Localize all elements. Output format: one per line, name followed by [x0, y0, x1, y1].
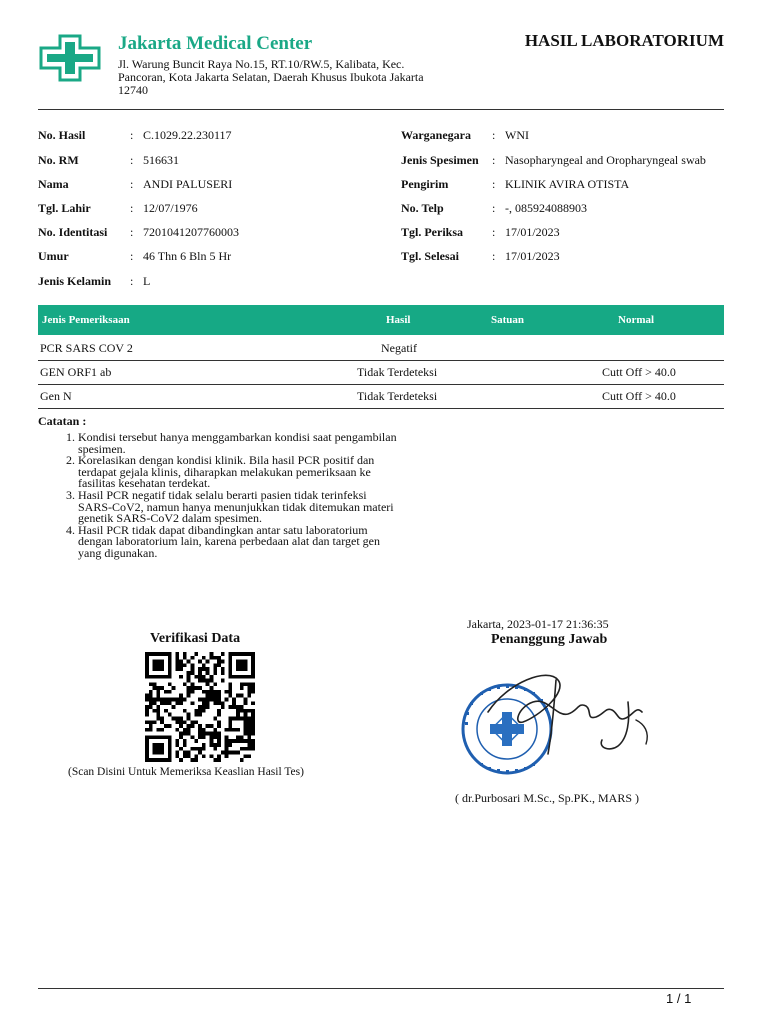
test-result: Tidak Terdeteksi [357, 389, 438, 403]
info-label: Tgl. Periksa [401, 225, 463, 239]
clinic-address: Jl. Warung Buncit Raya No.15, RT.10/RW.5, Kalibata, Kec. Pancoran, Kota Jakarta Selatan, Daerah Khusus Ibukota Jakarta 12740 [118, 57, 424, 97]
test-name: GEN ORF1 ab [40, 365, 112, 379]
table-row [38, 384, 724, 409]
info-colon: : [130, 177, 134, 191]
info-colon: : [492, 249, 496, 263]
info-colon: : [492, 225, 496, 239]
header-divider [38, 109, 724, 110]
info-value: KLINIK AVIRA OTISTA [505, 177, 630, 191]
test-result: Tidak Terdeteksi [357, 365, 438, 379]
info-value: C.1029.22.230117 [143, 128, 232, 142]
qr-code-icon[interactable] [142, 652, 258, 762]
column-header-normal: Normal [618, 314, 655, 326]
doctor-name: ( dr.Purbosari M.Sc., Sp.PK., MARS ) [455, 791, 640, 805]
column-header-unit: Satuan [491, 314, 525, 326]
info-value: L [143, 274, 151, 288]
info-value: 7201041207760003 [143, 225, 239, 239]
info-label: No. Identitasi [38, 225, 108, 239]
info-value: 17/01/2023 [505, 249, 560, 263]
clinic-name: Jakarta Medical Center [118, 33, 313, 54]
info-colon: : [130, 201, 134, 215]
info-colon: : [492, 128, 496, 142]
notes-list [38, 432, 398, 560]
info-label: No. Hasil [38, 128, 86, 142]
note-item: 4. Hasil PCR tidak dapat dibandingkan antar satu laboratorium dengan laboratorium lain, karena perbedaan alat dan target gen yang digunakan. [78, 525, 398, 560]
info-label: Nama [38, 177, 69, 191]
info-value: 12/07/1976 [143, 201, 198, 215]
info-colon: : [492, 177, 496, 191]
signature-icon [478, 662, 658, 762]
info-label: No. Telp [401, 201, 444, 215]
table-row [38, 360, 724, 385]
info-value: 516631 [143, 153, 179, 167]
info-colon: : [492, 201, 496, 215]
info-label: Tgl. Selesai [401, 249, 460, 263]
info-label: Warganegara [401, 128, 471, 142]
info-value: ANDI PALUSERI [143, 177, 233, 191]
info-label: Tgl. Lahir [38, 201, 91, 215]
info-label: Jenis Spesimen [401, 153, 479, 167]
signatory-title: Penanggung Jawab [491, 632, 608, 647]
table-row [38, 336, 724, 361]
document-title: HASIL LABORATORIUM [524, 31, 724, 50]
test-normal: Cutt Off > 40.0 [602, 365, 676, 379]
scan-caption: (Scan Disini Untuk Memeriksa Keaslian Hasil Tes) [68, 766, 304, 778]
info-colon: : [130, 249, 134, 263]
info-label: Umur [38, 249, 69, 263]
info-value: Nasopharyngeal and Oropharyngeal swab [505, 153, 706, 167]
test-name: PCR SARS COV 2 [40, 341, 133, 355]
info-value: 17/01/2023 [505, 225, 560, 239]
medical-cross-icon [38, 33, 102, 83]
test-name: Gen N [40, 389, 72, 403]
info-label: Jenis Kelamin [38, 274, 112, 288]
notes-title: Catatan : [38, 414, 87, 428]
test-normal: Cutt Off > 40.0 [602, 389, 676, 403]
info-colon: : [130, 225, 134, 239]
test-result: Negatif [381, 341, 417, 355]
column-header-result: Hasil [386, 314, 411, 326]
info-value: WNI [505, 128, 529, 142]
note-item: 3. Hasil PCR negatif tidak selalu berarti pasien tidak terinfeksi SARS-CoV2, namun hanya menunjukkan tidak ditemukan materi genetik SARS-CoV2 dalam spesimen. [78, 490, 398, 525]
info-colon: : [130, 274, 134, 288]
verification-title: Verifikasi Data [150, 631, 241, 646]
info-colon: : [492, 153, 496, 167]
info-label: Pengirim [401, 177, 449, 191]
note-item: 2. Korelasikan dengan kondisi klinik. Bila hasil PCR positif dan terdapat gejala klinis, diharapkan melakukan pemeriksaan ke fasilitas kesehatan terdekat. [78, 455, 398, 490]
results-table-header [38, 305, 724, 335]
footer-divider [38, 988, 724, 989]
place-date: Jakarta, 2023-01-17 21:36:35 [467, 617, 609, 631]
column-header-test: Jenis Pemeriksaan [42, 314, 130, 326]
note-item: 1. Kondisi tersebut hanya menggambarkan kondisi saat pengambilan spesimen. [78, 432, 398, 455]
info-colon: : [130, 153, 134, 167]
info-value: -, 085924088903 [505, 201, 587, 215]
page-number: 1 / 1 [666, 991, 692, 1006]
info-colon: : [130, 128, 134, 142]
info-label: No. RM [38, 153, 79, 167]
info-value: 46 Thn 6 Bln 5 Hr [143, 249, 232, 263]
